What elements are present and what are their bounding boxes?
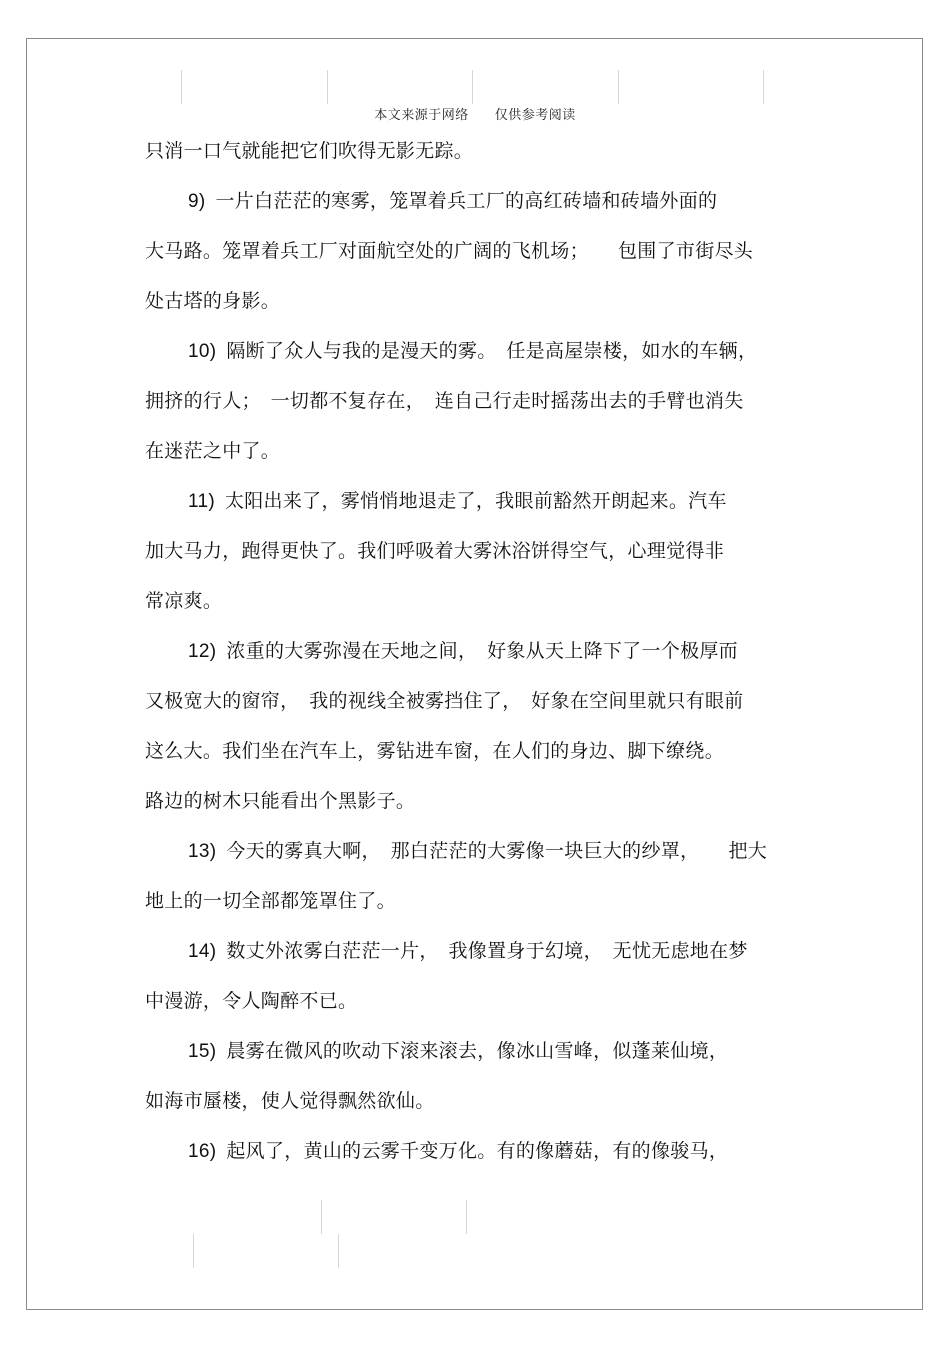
text-line — [145, 532, 815, 582]
guide-line — [193, 1234, 194, 1268]
guide-line — [618, 70, 619, 104]
guide-line — [338, 1234, 339, 1268]
text-line — [145, 482, 815, 532]
item-number: 15) — [188, 1041, 217, 1062]
line-text: 拥挤的行人； 一切都不复存在， 连自己行走时摇荡出去的手臂也消失 — [145, 390, 744, 412]
line-text: 一片白茫茫的寒雾，笼罩着兵工厂的高红砖墙和砖墙外面的 — [215, 190, 718, 212]
document-body — [145, 132, 815, 1182]
text-line — [145, 232, 815, 282]
item-number: 13) — [188, 841, 217, 862]
line-text: 路边的树木只能看出个黑影子。 — [145, 790, 416, 812]
text-line — [145, 582, 815, 632]
guide-line — [763, 70, 764, 104]
guide-line — [327, 70, 328, 104]
guide-line — [321, 1200, 322, 1234]
item-number: 14) — [188, 941, 217, 962]
line-text: 地上的一切全部都笼罩住了。 — [145, 890, 396, 912]
item-number: 11) — [188, 491, 215, 512]
guide-line — [181, 70, 182, 104]
line-text: 处古塔的身影。 — [145, 290, 281, 312]
source-note — [0, 104, 950, 123]
guide-line — [472, 70, 473, 104]
line-text: 如海市蜃楼，使人觉得飘然欲仙。 — [145, 1090, 435, 1112]
text-line — [145, 982, 815, 1032]
text-line — [145, 182, 815, 232]
item-number: 9) — [188, 191, 206, 212]
line-text: 浓重的大雾弥漫在天地之间， 好象从天上降下了一个极厚而 — [226, 640, 738, 662]
line-text: 加大马力，跑得更快了。我们呼吸着大雾沐浴饼得空气，心理觉得非 — [145, 540, 725, 562]
line-text: 大马路。笼罩着兵工厂对面航空处的广阔的飞机场； 包围了市街尽头 — [145, 240, 754, 262]
line-text: 又极宽大的窗帘， 我的视线全被雾挡住了， 好象在空间里就只有眼前 — [145, 690, 744, 712]
line-text: 在迷茫之中了。 — [145, 440, 281, 462]
line-text: 常凉爽。 — [145, 590, 223, 612]
text-line — [145, 882, 815, 932]
item-number: 10) — [188, 341, 217, 362]
text-line — [145, 632, 815, 682]
text-line — [145, 332, 815, 382]
line-text: 只消一口气就能把它们吹得无影无踪。 — [145, 140, 474, 162]
text-line — [145, 382, 815, 432]
text-line — [145, 732, 815, 782]
line-text: 今天的雾真大啊， 那白茫茫的大雾像一块巨大的纱罩， 把大 — [226, 840, 768, 862]
guide-line — [466, 1200, 467, 1234]
line-text: 晨雾在微风的吹动下滚来滚去，像冰山雪峰，似蓬莱仙境， — [226, 1040, 729, 1062]
text-line — [145, 682, 815, 732]
text-line — [145, 132, 815, 182]
text-line — [145, 1132, 815, 1182]
text-line — [145, 432, 815, 482]
text-line — [145, 282, 815, 332]
text-line — [145, 832, 815, 882]
line-text: 起风了，黄山的云雾千变万化。有的像蘑菇，有的像骏马， — [226, 1140, 729, 1162]
line-text: 这么大。我们坐在汽车上，雾钻进车窗，在人们的身边、脚下缭绕。 — [145, 740, 725, 762]
line-text: 数丈外浓雾白茫茫一片， 我像置身于幻境， 无忧无虑地在梦 — [226, 940, 748, 962]
text-line — [145, 782, 815, 832]
line-text: 隔断了众人与我的是漫天的雾。 任是高屋崇楼，如水的车辆， — [226, 340, 758, 362]
source-note-left: 本文来源于网络 — [374, 108, 469, 123]
line-text: 太阳出来了，雾悄悄地退走了，我眼前豁然开朗起来。汽车 — [224, 490, 727, 512]
line-text: 中漫游，令人陶醉不已。 — [145, 990, 358, 1012]
text-line — [145, 1032, 815, 1082]
text-line — [145, 932, 815, 982]
text-line — [145, 1082, 815, 1132]
item-number: 16) — [188, 1141, 217, 1162]
item-number: 12) — [188, 641, 217, 662]
source-note-right: 仅供参考阅读 — [494, 108, 576, 123]
